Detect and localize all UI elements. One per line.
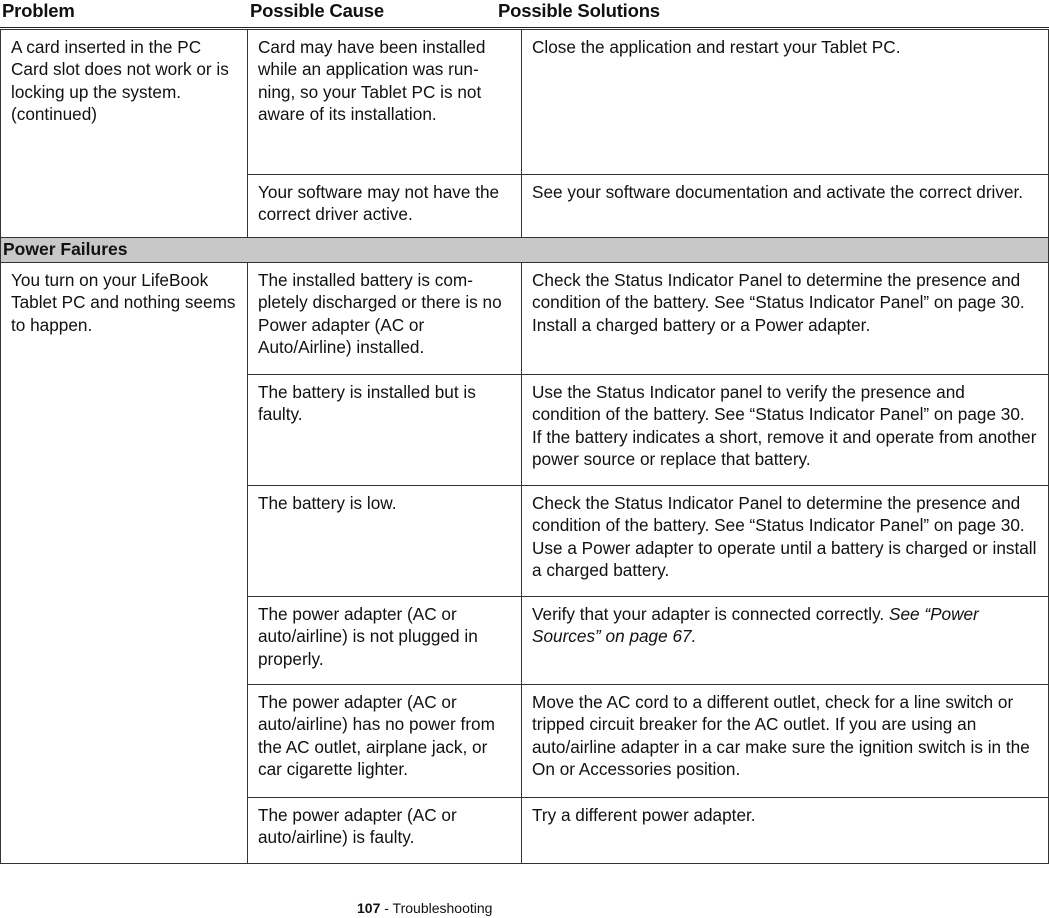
solution-cell: Move the AC cord to a different outlet, check for a line switch or tripped circuit breaker for the AC outlet. If you are using an auto/airline adapter in a car make sure the ignition switch is in the On or Accessories position. xyxy=(522,685,1049,798)
table-header xyxy=(0,0,1049,28)
solution-cell: Try a different power adapter. xyxy=(522,798,1049,864)
solution-text: Verify that your adapter is connected correctly. xyxy=(532,604,885,624)
cause-cell: The power adapter (AC or auto/airline) is faulty. xyxy=(248,798,522,864)
problem-cell: You turn on your LifeBook Tablet PC and nothing seems to happen. xyxy=(1,263,248,864)
section-title-power-failures: Power Failures xyxy=(1,238,1049,263)
table-row xyxy=(1,30,1049,175)
cause-cell: The battery is installed but is faulty. xyxy=(248,375,522,486)
solution-reference: See “Power Sources” on page 67. xyxy=(532,604,979,647)
cause-cell: The power adapter (AC or auto/airline) is not plugged in properly. xyxy=(248,597,522,685)
cause-cell: Card may have been installed while an application was run-ning, so your Tablet PC is not aware of its installation. xyxy=(248,30,522,175)
solution-cell: Check the Status Indicator Panel to determine the presence and condition of the battery. See “Status Indicator Panel” on page 30. Install a charged battery or a Power adapter. xyxy=(522,263,1049,375)
troubleshooting-table xyxy=(0,29,1049,864)
problem-cell: A card inserted in the PC Card slot does not work or is locking up the system. (continued) xyxy=(1,30,248,238)
header-possible-cause: Possible Cause xyxy=(250,0,384,21)
page-number: 107 xyxy=(357,900,381,916)
header-problem: Problem xyxy=(2,0,75,21)
solution-cell xyxy=(522,597,1049,685)
solution-cell: Use the Status Indicator panel to verify the presence and condition of the battery. See “Status Indicator Panel” on page 30. If the battery indicates a short, remove it and operate from another power source or replace that battery. xyxy=(522,375,1049,486)
cause-cell: The power adapter (AC or auto/airline) has no power from the AC outlet, airplane jack, or car cigarette lighter. xyxy=(248,685,522,798)
solution-cell: See your software documentation and activate the correct driver. xyxy=(522,175,1049,238)
table-row xyxy=(1,263,1049,375)
cause-cell: The installed battery is com-pletely discharged or there is no Power adapter (AC or Auto/Airline) installed. xyxy=(248,263,522,375)
solution-cell: Check the Status Indicator Panel to determine the presence and condition of the battery. See “Status Indicator Panel” on page 30. Use a Power adapter to operate until a battery is charged or install a charged battery. xyxy=(522,486,1049,597)
footer-section: - Troubleshooting xyxy=(380,900,493,916)
page-footer xyxy=(357,899,492,917)
cause-cell: Your software may not have the correct driver active. xyxy=(248,175,522,238)
section-row xyxy=(1,238,1049,263)
cause-cell: The battery is low. xyxy=(248,486,522,597)
solution-cell: Close the application and restart your Tablet PC. xyxy=(522,30,1049,175)
header-possible-solutions: Possible Solutions xyxy=(498,0,660,21)
